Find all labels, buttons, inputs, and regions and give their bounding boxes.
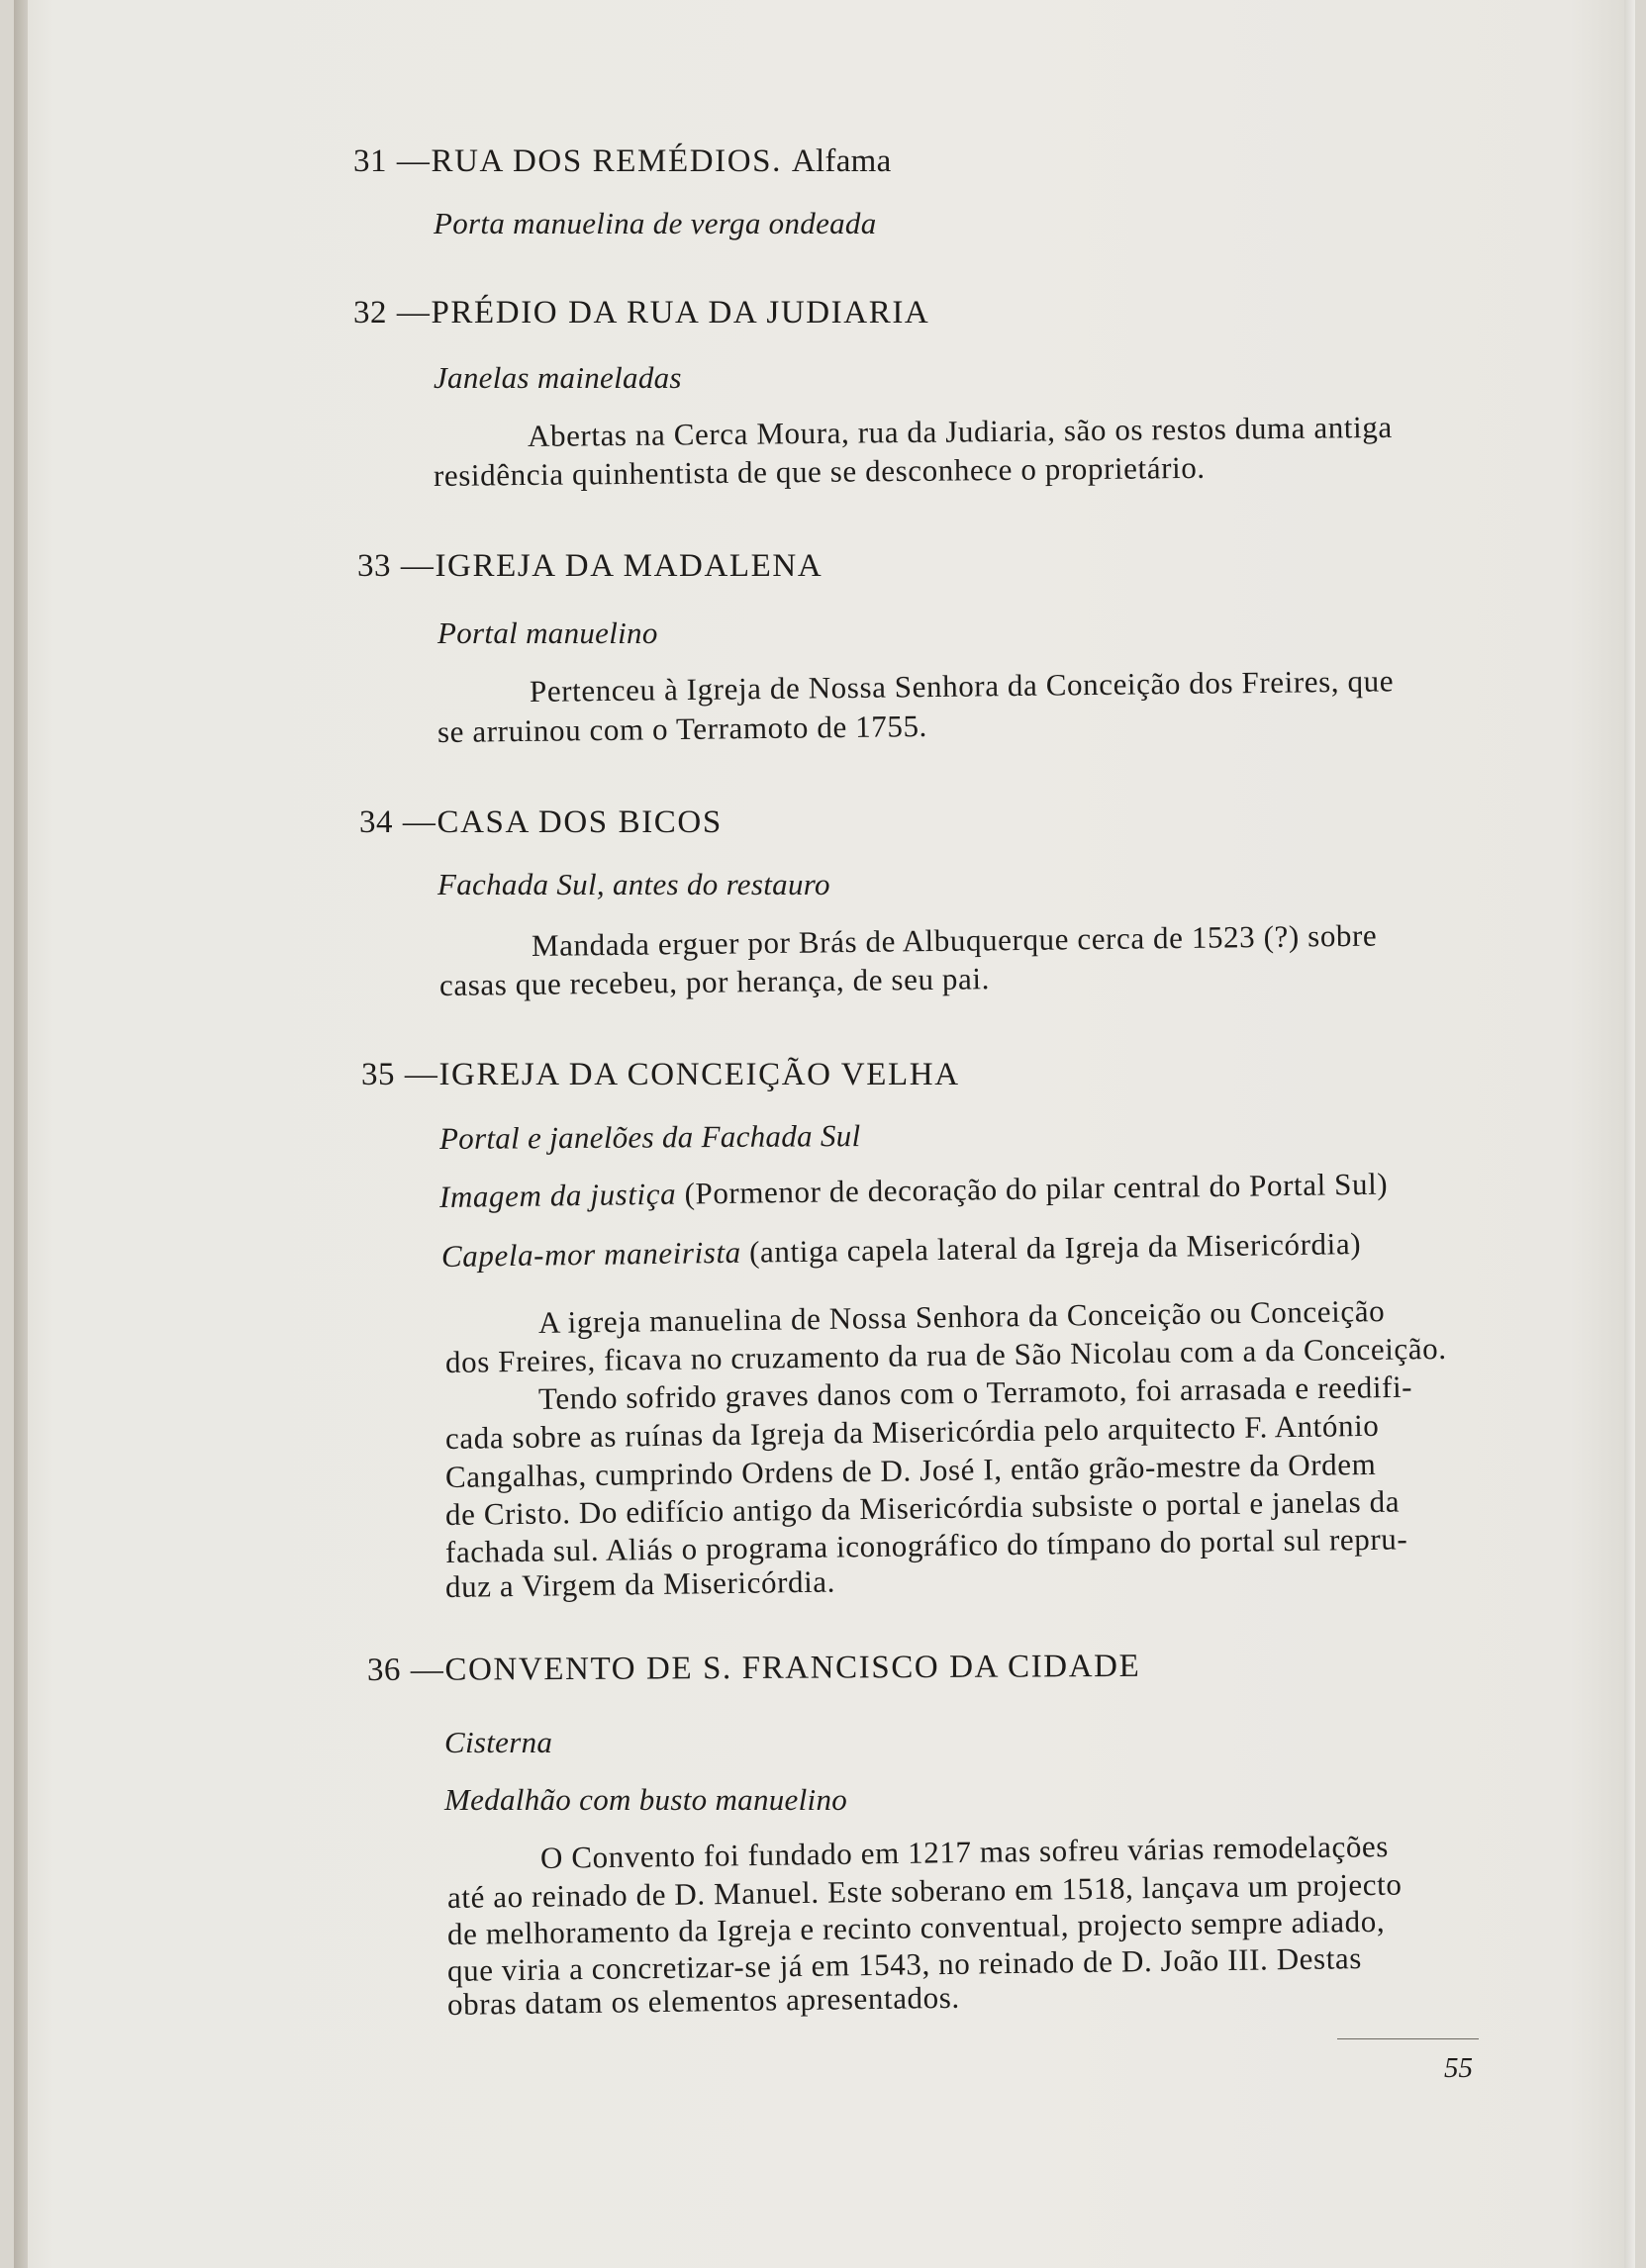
entry-35-caption-detail <box>438 1166 1389 1214</box>
entry-36-text-line: obras datam os elementos apresentados. <box>446 1979 960 2022</box>
entry-33-caption: Portal manuelino <box>437 615 658 650</box>
entry-34-heading <box>359 806 723 839</box>
entry-35-caption-detail <box>441 1228 1362 1272</box>
entry-36-caption: Medalhão com busto manuelino <box>444 1782 848 1817</box>
entry-31-caption: Porta manuelina de verga ondeada <box>434 206 877 240</box>
entry-number: 32 <box>353 295 387 331</box>
entry-35-text-line: duz a Virgem da Misericórdia. <box>444 1563 836 1604</box>
caption-roman-part: (antiga capela lateral da Igreja da Misericórdia) <box>740 1226 1362 1270</box>
page-number: 55 <box>1444 2052 1473 2084</box>
entry-33-heading <box>357 550 823 583</box>
entry-title: RUA DOS REMÉDIOS. <box>431 143 782 179</box>
entry-36-text-line: de melhoramento da Igreja e recinto conventual, projecto sempre adiado, <box>446 1903 1386 1951</box>
entry-dash: — <box>396 143 432 179</box>
entry-35-text-line: dos Freires, ficava no cruzamento da rua de São Nicolau com a da Conceição. <box>444 1330 1447 1379</box>
caption-roman-part: (Pormenor de decoração do pilar central do Portal Sul) <box>675 1166 1389 1211</box>
entry-35-heading <box>361 1059 960 1091</box>
entry-36-text-line: que viria a concretizar-se já em 1543, no reinado de D. João III. Destas <box>446 1940 1363 1988</box>
entry-place: Alfama <box>791 143 892 179</box>
entry-35-caption: Portal e janelões da Fachada Sul <box>438 1118 861 1156</box>
entry-32-heading <box>353 297 929 330</box>
entry-title: CASA DOS BICOS <box>436 804 723 840</box>
entry-34-caption: Fachada Sul, antes do restauro <box>437 867 830 901</box>
entry-number: 31 <box>353 143 387 179</box>
entry-32-caption: Janelas maineladas <box>434 360 682 395</box>
entry-title: IGREJA DA MADALENA <box>435 548 823 584</box>
entry-number: 35 <box>361 1057 395 1092</box>
entry-title: CONVENTO DE S. FRANCISCO DA CIDADE <box>444 1648 1141 1688</box>
entry-35-text-line: cada sobre as ruínas da Igreja da Misericórdia pelo arquitecto F. António <box>444 1407 1380 1456</box>
entry-34-text-line: casas que recebeu, por herança, de seu pai. <box>438 961 991 1002</box>
entry-35-text-line: Tendo sofrido graves danos com o Terramoto, foi arrasada e reedifi- <box>537 1369 1413 1416</box>
entry-number: 33 <box>357 548 391 584</box>
entry-dash: — <box>404 1057 439 1092</box>
caption-italic-part: Capela-mor maneirista <box>440 1234 742 1274</box>
entry-dash: — <box>396 295 432 331</box>
entry-33-text-line: Pertenceu à Igreja de Nossa Senhora da Conceição dos Freires, que <box>529 663 1395 709</box>
entry-35-text-line: A igreja manuelina de Nossa Senhora da Conceição ou Conceição <box>537 1293 1386 1340</box>
entry-title: IGREJA DA CONCEIÇÃO VELHA <box>438 1057 960 1092</box>
entry-35-text-line: de Cristo. Do edifício antigo da Misericórdia subsiste o portal e janelas da <box>444 1483 1401 1532</box>
binding-edge <box>14 0 28 2268</box>
entry-32-text-line: residência quinhentista de que se desconhece o proprietário. <box>433 449 1206 493</box>
caption-italic-part: Imagem da justiça <box>438 1176 677 1214</box>
entry-33-text-line: se arruinou com o Terramoto de 1755. <box>436 708 928 749</box>
footer-rule <box>1337 2038 1479 2039</box>
entry-36-text-line: até ao reinado de D. Manuel. Este soberano em 1518, lançava um projecto <box>446 1866 1403 1915</box>
entry-dash: — <box>410 1652 445 1688</box>
entry-35-text-line: fachada sul. Aliás o programa iconográfico do tímpano do portal sul repru- <box>444 1521 1408 1569</box>
entry-number: 34 <box>359 804 393 840</box>
entry-36-heading <box>366 1648 1141 1688</box>
entry-dash: — <box>400 548 436 584</box>
entry-34-text-line: Mandada erguer por Brás de Albuquerque cerca de 1523 (?) sobre <box>531 917 1378 963</box>
entry-dash: — <box>402 804 437 840</box>
entry-title: PRÉDIO DA RUA DA JUDIARIA <box>431 295 930 331</box>
entry-31-heading <box>353 145 892 178</box>
entry-36-caption: Cisterna <box>444 1725 553 1759</box>
entry-36-text-line: O Convento foi fundado em 1217 mas sofreu várias remodelações <box>539 1829 1390 1875</box>
page <box>14 0 1635 2268</box>
entry-number: 36 <box>366 1652 402 1688</box>
page-edge <box>1624 0 1635 2268</box>
entry-32-text-line: Abertas na Cerca Moura, rua da Judiaria, são os restos duma antiga <box>527 409 1393 453</box>
entry-35-text-line: Cangalhas, cumprindo Ordens de D. José I, então grão-mestre da Ordem <box>444 1446 1377 1494</box>
